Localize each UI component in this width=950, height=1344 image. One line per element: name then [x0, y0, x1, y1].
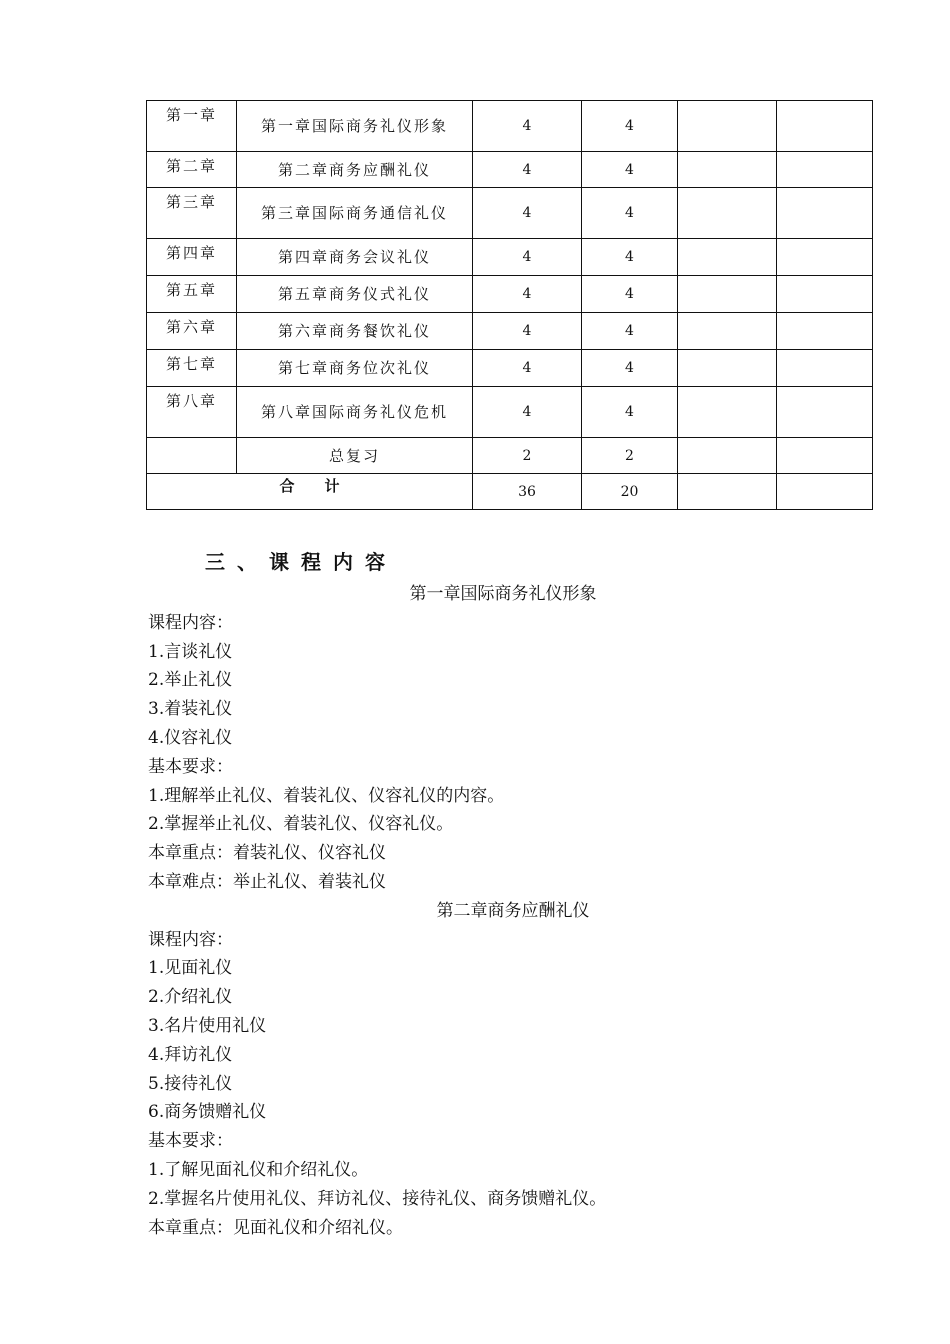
chapter-1-title: 第一章国际商务礼仪形象	[409, 584, 597, 604]
chapter-cell: 第七章	[147, 350, 237, 387]
requirement-item: 1.了解见面礼仪和介绍礼仪。	[148, 1159, 369, 1180]
chapter-cell	[147, 438, 237, 474]
list-item: 3.名片使用礼仪	[148, 1015, 267, 1036]
total-hours-cell: 4	[473, 101, 582, 152]
empty-cell	[678, 188, 777, 239]
total-hours-sum-cell: 36	[473, 474, 582, 510]
course-content	[148, 580, 868, 1242]
key-points: 本章重点：着装礼仪、仪容礼仪	[148, 843, 386, 864]
chapter-title-cell: 第二章商务应酬礼仪	[237, 152, 473, 188]
table-row	[147, 101, 873, 152]
total-hours-cell: 4	[473, 387, 582, 438]
lecture-hours-cell: 4	[582, 276, 678, 313]
chapter-cell: 第六章	[147, 313, 237, 350]
empty-cell	[678, 152, 777, 188]
lecture-hours-cell: 4	[582, 152, 678, 188]
total-hours-cell: 4	[473, 188, 582, 239]
total-hours-cell: 4	[473, 350, 582, 387]
table-total-row	[147, 474, 873, 510]
chapter-cell: 第三章	[147, 188, 237, 239]
table-row	[147, 438, 873, 474]
empty-cell	[777, 152, 873, 188]
total-label-cell: 合 计	[147, 474, 473, 510]
chapter-title-cell: 第四章商务会议礼仪	[237, 239, 473, 276]
total-hours-cell: 4	[473, 313, 582, 350]
requirement-item: 2.掌握举止礼仪、着装礼仪、仪容礼仪。	[148, 814, 454, 835]
empty-cell	[777, 188, 873, 239]
chapter-title-cell: 第八章国际商务礼仪危机	[237, 387, 473, 438]
table-row	[147, 239, 873, 276]
chapter-cell: 第四章	[147, 239, 237, 276]
list-item: 5.接待礼仪	[148, 1073, 233, 1094]
empty-cell	[678, 239, 777, 276]
list-item: 4.拜访礼仪	[148, 1044, 233, 1065]
empty-cell	[678, 350, 777, 387]
list-item: 3.着装礼仪	[148, 699, 233, 720]
difficulties: 本章难点：举止礼仪、着装礼仪	[148, 871, 386, 892]
empty-cell	[777, 387, 873, 438]
lecture-hours-cell: 4	[582, 313, 678, 350]
empty-cell	[678, 313, 777, 350]
lecture-hours-cell: 4	[582, 188, 678, 239]
lecture-hours-cell: 4	[582, 350, 678, 387]
requirements-label: 基本要求：	[148, 1131, 233, 1152]
list-item: 4.仪容礼仪	[148, 727, 233, 748]
requirement-item: 1.理解举止礼仪、着装礼仪、仪容礼仪的内容。	[148, 785, 505, 806]
requirement-item: 2.掌握名片使用礼仪、拜访礼仪、接待礼仪、商务馈赠礼仪。	[148, 1188, 607, 1209]
chapter-title-cell: 第一章国际商务礼仪形象	[237, 101, 473, 152]
empty-cell	[777, 239, 873, 276]
chapter-cell: 第五章	[147, 276, 237, 313]
list-item: 2.举止礼仪	[148, 670, 233, 691]
table-row	[147, 188, 873, 239]
chapter-title-cell: 第三章国际商务通信礼仪	[237, 188, 473, 239]
chapter-title-cell: 第七章商务位次礼仪	[237, 350, 473, 387]
empty-cell	[678, 387, 777, 438]
empty-cell	[777, 438, 873, 474]
lecture-hours-cell: 4	[582, 387, 678, 438]
empty-cell	[777, 474, 873, 510]
content-label: 课程内容：	[148, 612, 233, 633]
chapter-cell: 第一章	[147, 101, 237, 152]
list-item: 1.言谈礼仪	[148, 641, 233, 662]
table-row	[147, 313, 873, 350]
key-points: 本章重点：见面礼仪和介绍礼仪。	[148, 1217, 403, 1238]
empty-cell	[678, 474, 777, 510]
empty-cell	[678, 438, 777, 474]
table-row	[147, 276, 873, 313]
total-hours-cell: 4	[473, 239, 582, 276]
chapter-title-cell: 总复习	[237, 438, 473, 474]
list-item: 2.介绍礼仪	[148, 987, 233, 1008]
course-hours-table	[146, 100, 873, 510]
chapter-title-cell: 第六章商务餐饮礼仪	[237, 313, 473, 350]
empty-cell	[777, 313, 873, 350]
table-row	[147, 152, 873, 188]
chapter-title-cell: 第五章商务仪式礼仪	[237, 276, 473, 313]
list-item: 1.见面礼仪	[148, 958, 233, 979]
empty-cell	[777, 101, 873, 152]
empty-cell	[678, 101, 777, 152]
lecture-hours-cell: 4	[582, 239, 678, 276]
table-row	[147, 387, 873, 438]
section-heading: 三、课程内容	[205, 550, 397, 574]
empty-cell	[777, 276, 873, 313]
total-hours-cell: 2	[473, 438, 582, 474]
chapter-2-title: 第二章商务应酬礼仪	[436, 900, 590, 921]
total-hours-cell: 4	[473, 276, 582, 313]
lecture-hours-cell: 4	[582, 101, 678, 152]
list-item: 6.商务馈赠礼仪	[148, 1102, 267, 1123]
requirements-label: 基本要求：	[148, 756, 233, 777]
empty-cell	[777, 350, 873, 387]
table-row	[147, 350, 873, 387]
chapter-cell: 第八章	[147, 387, 237, 438]
lecture-hours-sum-cell: 20	[582, 474, 678, 510]
total-hours-cell: 4	[473, 152, 582, 188]
empty-cell	[678, 276, 777, 313]
content-label: 课程内容：	[148, 929, 233, 950]
chapter-cell: 第二章	[147, 152, 237, 188]
lecture-hours-cell: 2	[582, 438, 678, 474]
